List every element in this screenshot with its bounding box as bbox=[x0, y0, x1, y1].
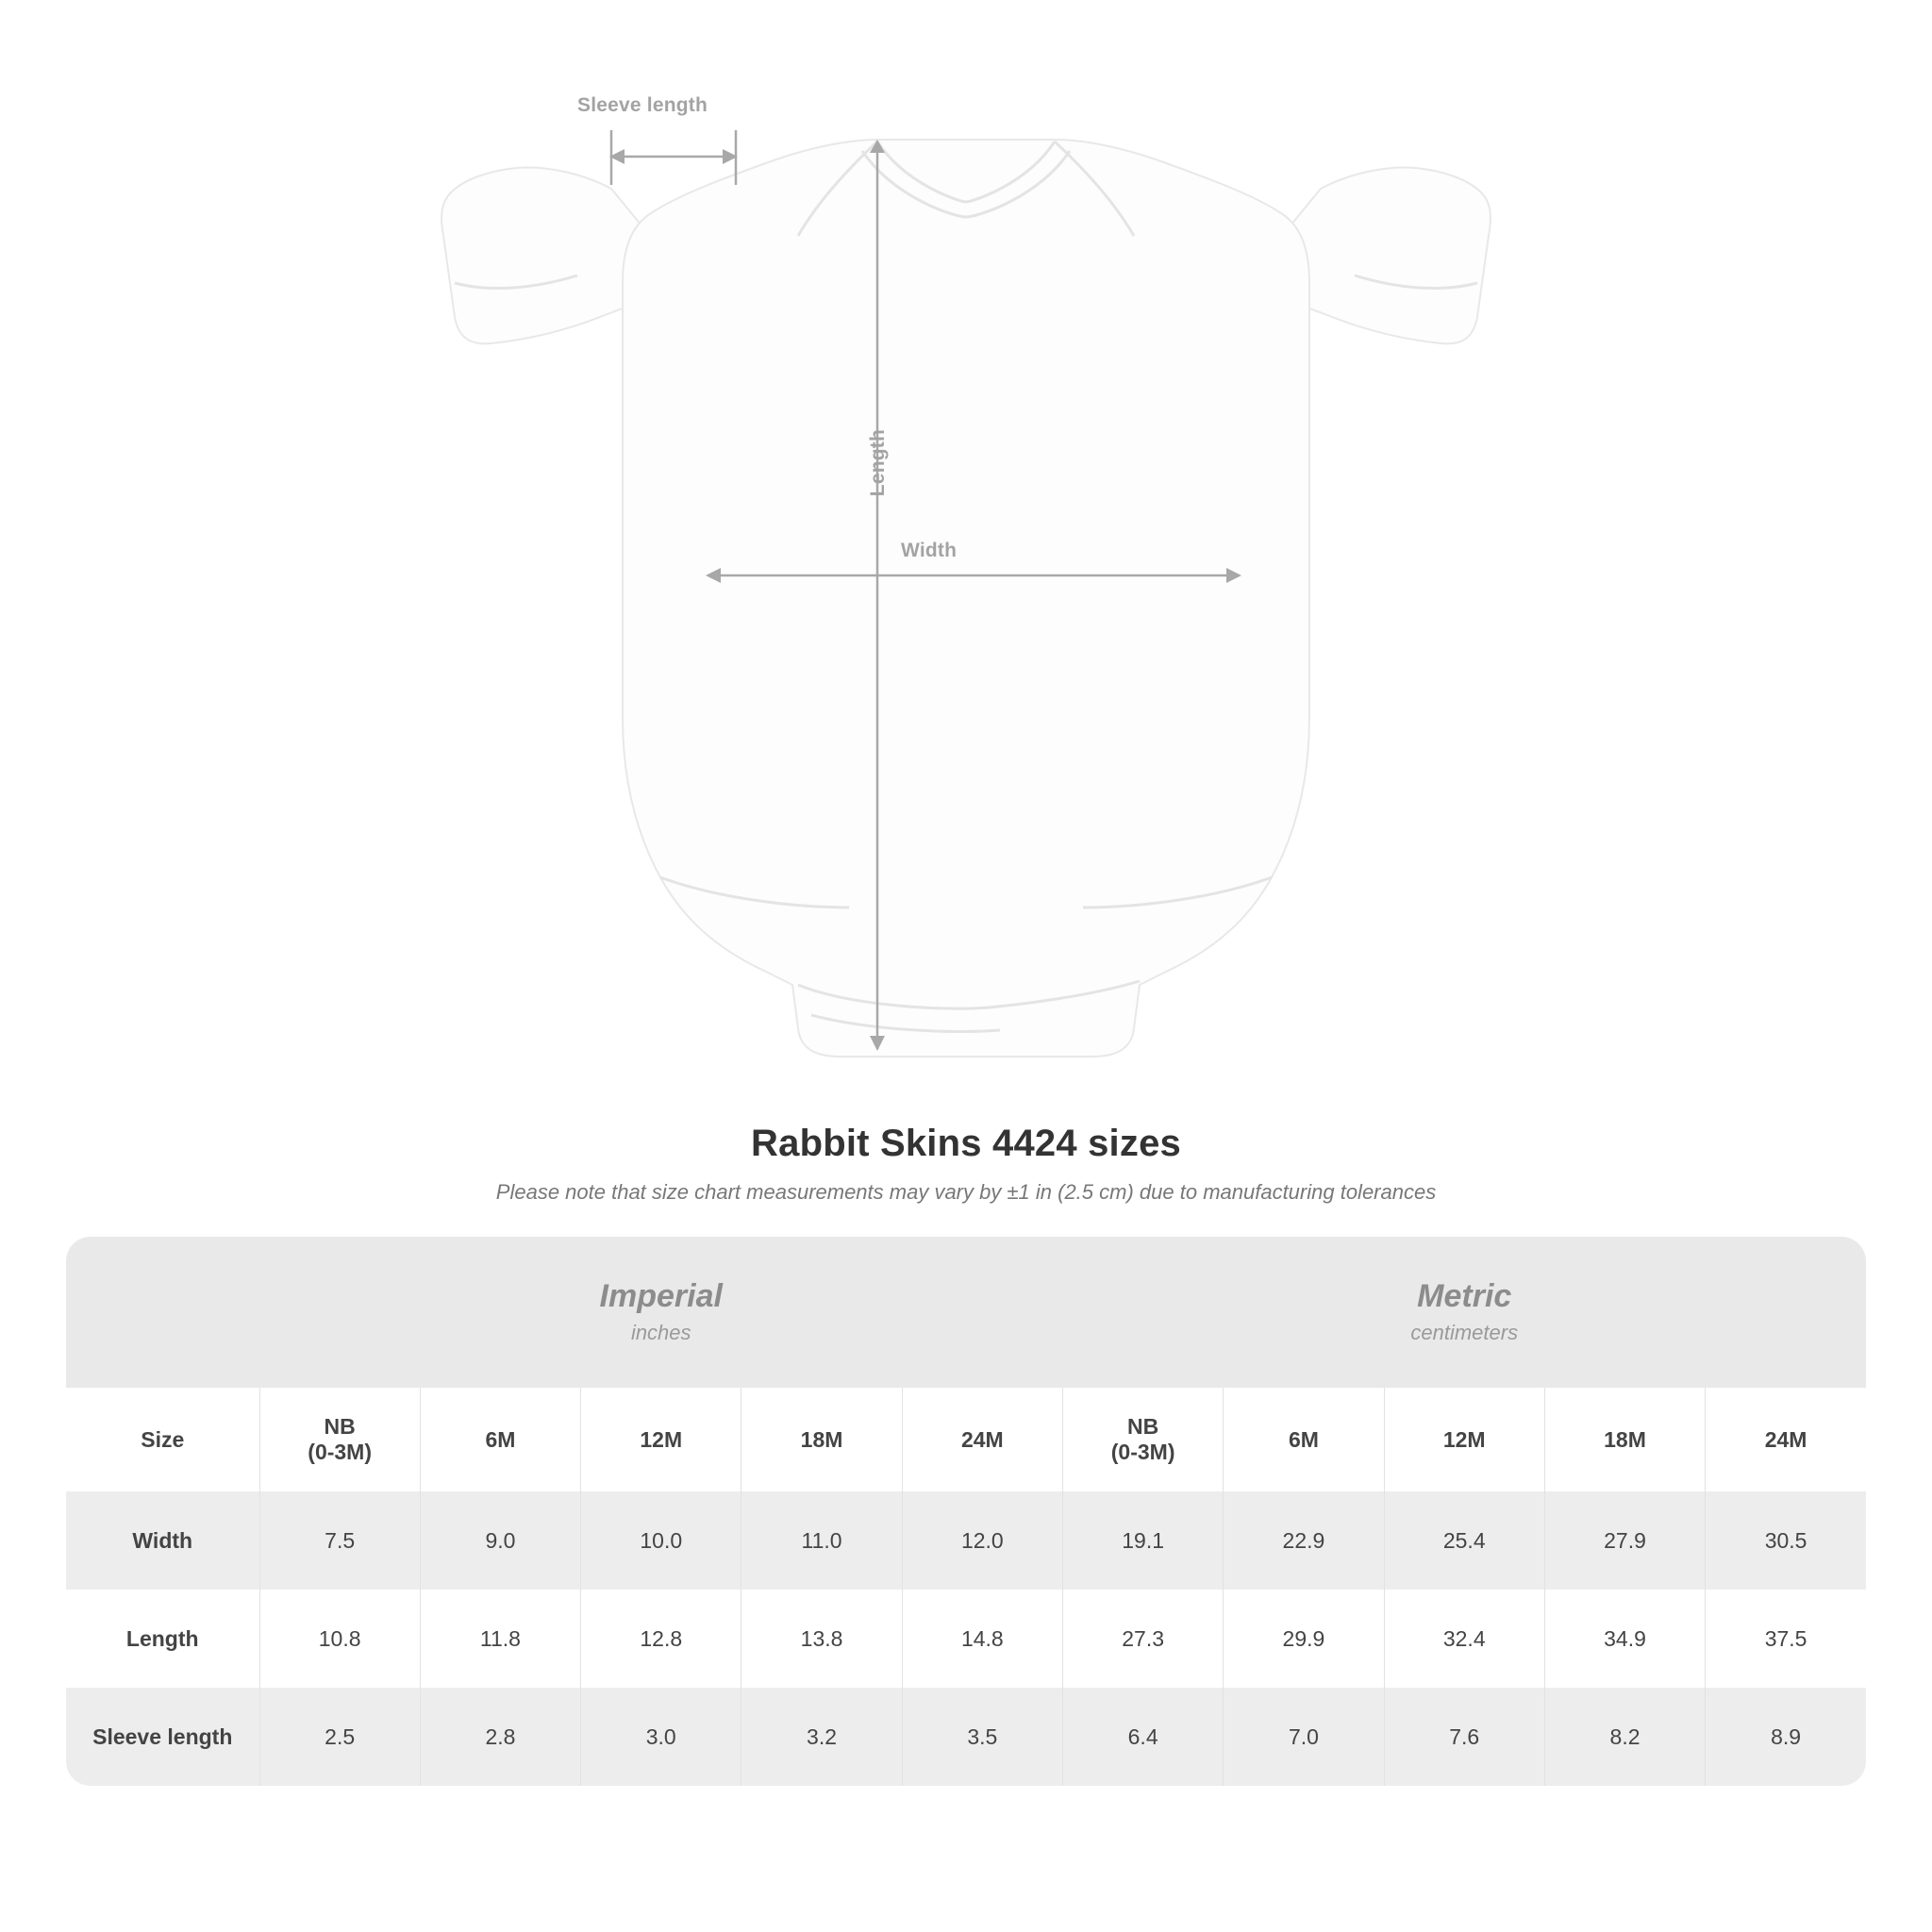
cell-width-3: 11.0 bbox=[741, 1491, 902, 1590]
header-col-4-main: 24M bbox=[960, 1426, 1004, 1452]
size-table-wrap bbox=[66, 1237, 1866, 1786]
unit-group-imperial bbox=[259, 1237, 1062, 1388]
cell-sleeve-8: 8.2 bbox=[1544, 1688, 1705, 1786]
unit-metric-sub: centimeters bbox=[1410, 1320, 1519, 1344]
cell-length-7: 32.4 bbox=[1384, 1590, 1544, 1688]
sleeve-measure-line bbox=[609, 130, 738, 185]
header-col-6-main: 6M bbox=[1288, 1426, 1319, 1452]
cell-length-4: 14.8 bbox=[902, 1590, 1062, 1688]
unit-imperial-name: Imperial bbox=[599, 1278, 723, 1315]
cell-length-0: 10.8 bbox=[259, 1590, 420, 1688]
header-col-2 bbox=[581, 1388, 741, 1491]
table-row bbox=[66, 1590, 1866, 1688]
row-label-length: Length bbox=[66, 1590, 259, 1688]
cell-width-8: 27.9 bbox=[1544, 1491, 1705, 1590]
header-col-0 bbox=[259, 1388, 420, 1491]
header-col-9-main: 24M bbox=[1764, 1426, 1807, 1452]
header-col-6 bbox=[1224, 1388, 1384, 1491]
cell-length-6: 29.9 bbox=[1224, 1590, 1384, 1688]
cell-sleeve-9: 8.9 bbox=[1706, 1688, 1866, 1786]
cell-sleeve-7: 7.6 bbox=[1384, 1688, 1544, 1786]
cell-width-9: 30.5 bbox=[1706, 1491, 1866, 1590]
page-title: Rabbit Skins 4424 sizes bbox=[751, 1123, 1181, 1164]
unit-group-row bbox=[66, 1237, 1866, 1388]
header-col-2-main: 12M bbox=[640, 1426, 683, 1452]
header-col-7 bbox=[1384, 1388, 1544, 1491]
header-col-1-main: 6M bbox=[485, 1426, 516, 1452]
cell-length-1: 11.8 bbox=[420, 1590, 580, 1688]
table-row bbox=[66, 1688, 1866, 1786]
cell-length-2: 12.8 bbox=[581, 1590, 741, 1688]
header-col-5 bbox=[1062, 1388, 1223, 1491]
header-col-3 bbox=[741, 1388, 902, 1491]
width-label: Width bbox=[901, 540, 958, 561]
header-col-0-main: NB bbox=[324, 1414, 356, 1439]
header-col-3-main: 18M bbox=[800, 1426, 843, 1452]
header-col-5-sub: (0-3M) bbox=[1110, 1440, 1175, 1464]
cell-width-2: 10.0 bbox=[581, 1491, 741, 1590]
cell-length-3: 13.8 bbox=[741, 1590, 902, 1688]
header-size: Size bbox=[66, 1388, 259, 1491]
header-col-1 bbox=[420, 1388, 580, 1491]
row-label-width: Width bbox=[66, 1491, 259, 1590]
cell-width-4: 12.0 bbox=[902, 1491, 1062, 1590]
cell-length-9: 37.5 bbox=[1706, 1590, 1866, 1688]
cell-width-6: 22.9 bbox=[1224, 1491, 1384, 1590]
cell-sleeve-2: 3.0 bbox=[581, 1688, 741, 1786]
unit-imperial-sub: inches bbox=[630, 1320, 691, 1344]
size-table bbox=[66, 1237, 1866, 1786]
cell-length-5: 27.3 bbox=[1062, 1590, 1223, 1688]
table-row bbox=[66, 1491, 1866, 1590]
header-col-7-main: 12M bbox=[1442, 1426, 1486, 1452]
header-col-9 bbox=[1706, 1388, 1866, 1491]
cell-length-8: 34.9 bbox=[1544, 1590, 1705, 1688]
tolerance-note: Please note that size chart measurements may vary by ±1 in (2.5 cm) due to manufacturing tolerances bbox=[495, 1180, 1437, 1204]
header-col-4 bbox=[902, 1388, 1062, 1491]
header-col-8 bbox=[1544, 1388, 1705, 1491]
cell-sleeve-6: 7.0 bbox=[1224, 1688, 1384, 1786]
cell-sleeve-3: 3.2 bbox=[741, 1688, 902, 1786]
length-label: Length bbox=[867, 429, 889, 497]
header-col-8-main: 18M bbox=[1604, 1426, 1646, 1452]
cell-width-1: 9.0 bbox=[420, 1491, 580, 1590]
unit-metric-name: Metric bbox=[1417, 1278, 1512, 1315]
cell-sleeve-4: 3.5 bbox=[902, 1688, 1062, 1786]
cell-width-7: 25.4 bbox=[1384, 1491, 1544, 1590]
cell-sleeve-0: 2.5 bbox=[259, 1688, 420, 1786]
header-col-0-sub: (0-3M) bbox=[308, 1440, 373, 1464]
table-header-row bbox=[66, 1388, 1866, 1491]
header-col-5-main: NB bbox=[1127, 1414, 1159, 1439]
cell-width-5: 19.1 bbox=[1062, 1491, 1223, 1590]
unit-blank-cell bbox=[66, 1237, 259, 1388]
cell-width-0: 7.5 bbox=[259, 1491, 420, 1590]
cell-sleeve-5: 6.4 bbox=[1062, 1688, 1223, 1786]
row-label-sleeve-length: Sleeve length bbox=[66, 1688, 259, 1786]
cell-sleeve-1: 2.8 bbox=[420, 1688, 580, 1786]
title-block bbox=[0, 1123, 1932, 1205]
sleeve-length-label: Sleeve length bbox=[577, 94, 708, 116]
unit-group-metric bbox=[1062, 1237, 1866, 1388]
